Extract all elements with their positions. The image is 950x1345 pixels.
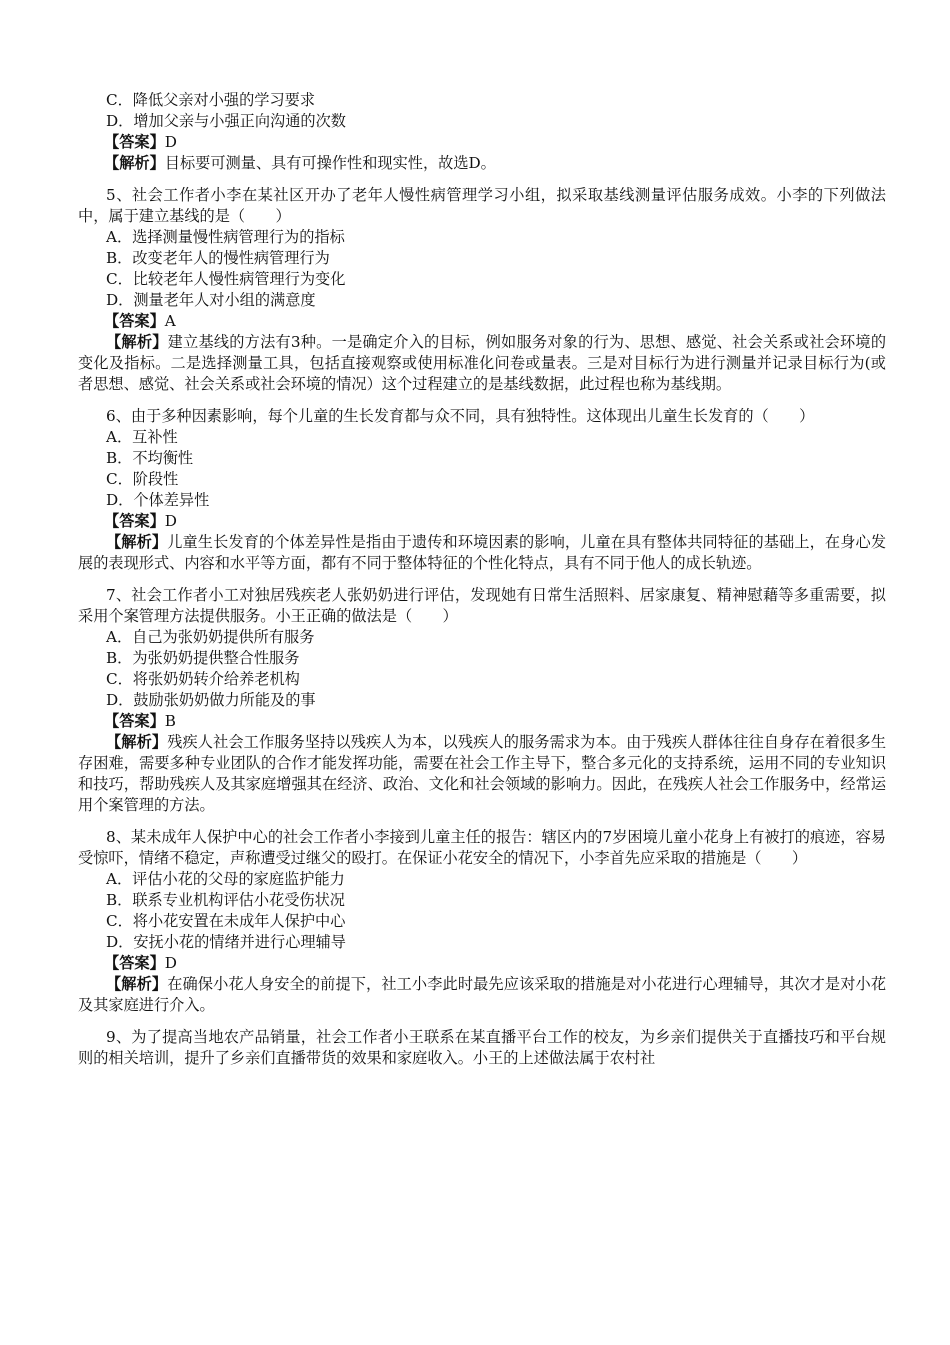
analysis-text: 目标要可测量、具有可操作性和现实性，故选D。 <box>164 154 496 172</box>
answer-value: D <box>164 512 177 530</box>
analysis-label: 【解析】 <box>106 333 168 351</box>
question-6-option-b: B．不均衡性 <box>106 449 194 467</box>
answer-label: 【答案】 <box>104 133 165 151</box>
question-5-option-b: B．改变老年人的慢性病管理行为 <box>106 249 330 267</box>
question-9-stem: 9、为了提高当地农产品销量，社会工作者小王联系在某直播平台工作的校友，为乡亲们提供关于直播技巧和平台规则的相关培训，提升了乡亲们直播带货的效果和家庭收入。小王的上述做法属于农村社 <box>78 1028 886 1067</box>
question-7-stem: 7、社会工作者小工对独居残疾老人张奶奶进行评估，发现她有日常生活照料、居家康复、精神慰藉等多重需要，拟采用个案管理方法提供服务。小王正确的做法是（ ） <box>78 586 886 625</box>
document-content <box>78 90 886 1069</box>
question-8-option-b: B．联系专业机构评估小花受伤状况 <box>106 891 345 909</box>
answer-label: 【答案】 <box>104 712 165 730</box>
analysis-label: 【解析】 <box>106 975 168 993</box>
analysis-text: 残疾人社会工作服务坚持以残疾人为本，以残疾人的服务需求为本。由于残疾人群体往往自身存在着很多生存困难，需要多种专业团队的合作才能发挥功能，需要在社会工作主导下，整合多元化的支持系统，运用不同的专业知识和技巧，帮助残疾人及其家庭增强其在经济、政治、文化和社会领域的影响力。因此，在残疾人社会工作服务中，经常运用个案管理的方法。 <box>78 733 887 814</box>
answer-value: A <box>164 312 176 330</box>
answer-value: D <box>164 954 177 972</box>
answer-value: B <box>164 712 176 730</box>
question-5-option-c: C．比较老年人慢性病管理行为变化 <box>106 270 346 288</box>
option-c: C．降低父亲对小强的学习要求 <box>106 91 316 109</box>
question-5-answer <box>78 311 886 332</box>
question-5-analysis <box>78 332 886 395</box>
question-7-answer <box>78 711 886 732</box>
analysis-line <box>78 153 886 174</box>
question-7-option-c: C．将张奶奶转介给养老机构 <box>106 670 300 688</box>
question-8-option-c: C．将小花安置在未成年人保护中心 <box>106 912 346 930</box>
question-6-option-a: A．互补性 <box>106 428 178 446</box>
analysis-text: 儿童生长发育的个体差异性是指由于遗传和环境因素的影响，儿童在具有整体共同特征的基础上，在身心发展的表现形式、内容和水平等方面，都有不同于整体特征的个性化特点，具有不同于他人的成长轨迹。 <box>78 533 887 572</box>
question-7-option-d: D．鼓励张奶奶做力所能及的事 <box>106 691 316 709</box>
question-7-option-a: A．自己为张奶奶提供所有服务 <box>106 628 315 646</box>
question-8-stem: 8、某未成年人保护中心的社会工作者小李接到儿童主任的报告：辖区内的7岁困境儿童小花身上有被打的痕迹，容易受惊吓，情绪不稳定，声称遭受过继父的殴打。在保证小花安全的情况下，小李首先应采取的措施是（ ） <box>78 828 886 867</box>
answer-label: 【答案】 <box>104 954 165 972</box>
analysis-label: 【解析】 <box>106 533 168 551</box>
answer-value: D <box>164 133 177 151</box>
question-5-stem: 5、社会工作者小李在某社区开办了老年人慢性病管理学习小组，拟采取基线测量评估服务成效。小李的下列做法中，属于建立基线的是（ ） <box>78 186 886 225</box>
question-6-analysis <box>78 532 886 574</box>
answer-line <box>78 132 886 153</box>
answer-label: 【答案】 <box>104 312 165 330</box>
question-8-option-a: A．评估小花的父母的家庭监护能力 <box>106 870 345 888</box>
option-d: D．增加父亲与小强正向沟通的次数 <box>106 112 346 130</box>
question-8-option-d: D．安抚小花的情绪并进行心理辅导 <box>106 933 346 951</box>
question-7-option-b: B．为张奶奶提供整合性服务 <box>106 649 300 667</box>
question-6-option-c: C．阶段性 <box>106 470 179 488</box>
analysis-text: 建立基线的方法有3种。一是确定介入的目标，例如服务对象的行为、思想、感觉、社会关系或社会环境的变化及指标。二是选择测量工具，包括直接观察或使用标准化问卷或量表。三是对目标行为进行测量并记录目标行为(或者思想、感觉、社会关系或社会环境的情况）这个过程建立的是基线数据，此过程也称为基线期。 <box>78 333 887 393</box>
question-7-analysis <box>78 732 886 816</box>
question-5-option-a: A．选择测量慢性病管理行为的指标 <box>106 228 345 246</box>
question-8-analysis <box>78 974 886 1016</box>
analysis-text: 在确保小花人身安全的前提下，社工小李此时最先应该采取的措施是对小花进行心理辅导，其次才是对小花及其家庭进行介入。 <box>78 975 887 1014</box>
question-8-answer <box>78 953 886 974</box>
question-6-option-d: D．个体差异性 <box>106 491 210 509</box>
question-6-stem: 6、由于多种因素影响，每个儿童的生长发育都与众不同，具有独特性。这体现出儿童生长发育的（ ） <box>106 407 815 425</box>
question-6-answer <box>78 511 886 532</box>
question-5-option-d: D．测量老年人对小组的满意度 <box>106 291 316 309</box>
answer-label: 【答案】 <box>104 512 165 530</box>
analysis-label: 【解析】 <box>106 733 168 751</box>
analysis-label: 【解析】 <box>104 154 165 172</box>
